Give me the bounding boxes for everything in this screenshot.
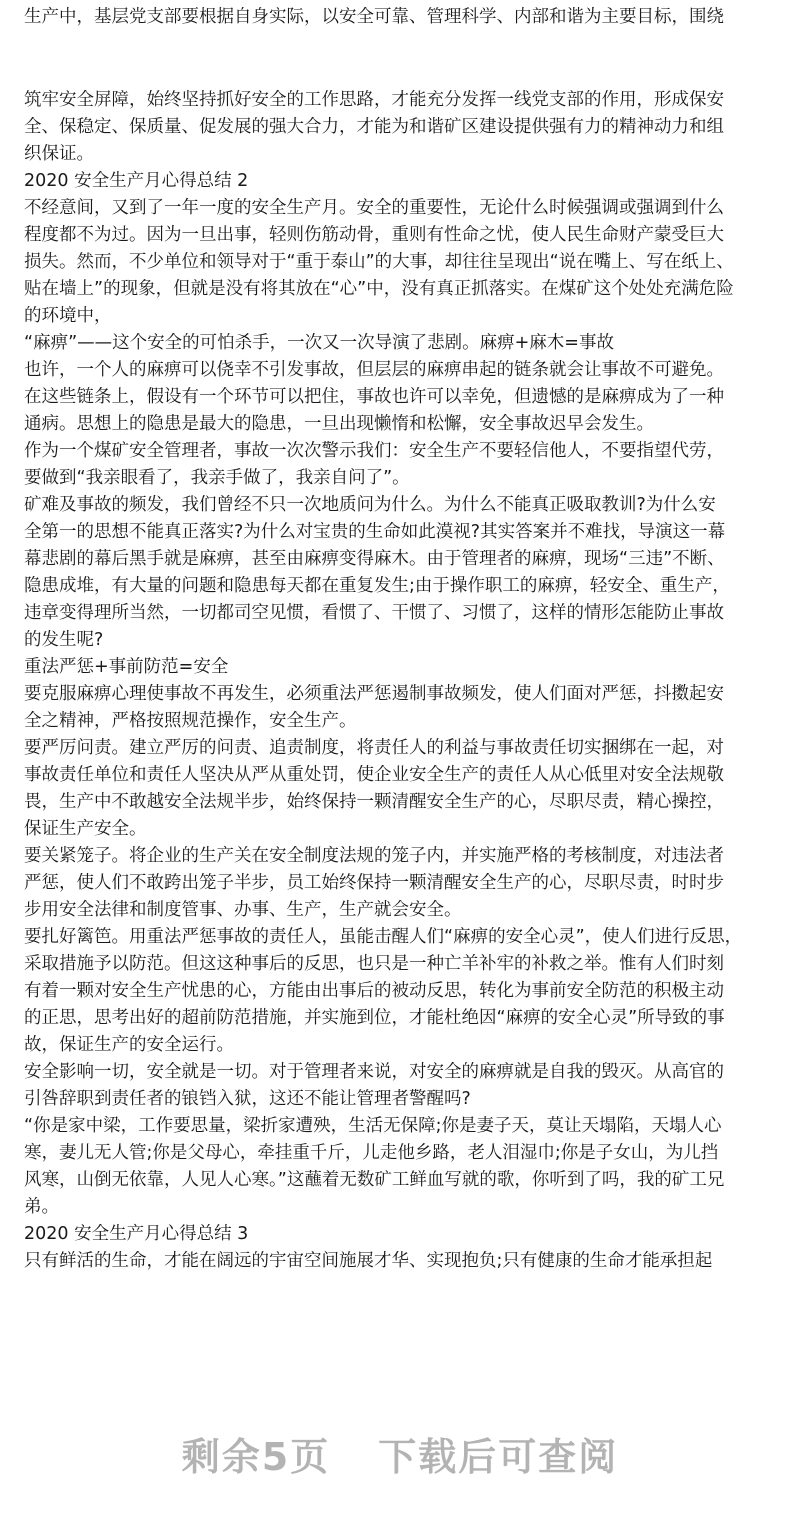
text-line: 织保证。 [24, 144, 94, 164]
text-line: 的发生呢? [24, 630, 104, 650]
document-body [24, 0, 780, 1275]
text-line: 要严厉问责。建立严厉的问责、追责制度，将责任人的利益与事故责任切实捆绑在一起，对 [24, 738, 724, 758]
text-line: 全之精神，严格按照规范操作，安全生产。 [24, 711, 357, 731]
text-line: 严惩，使人们不敢跨出笼子半步，员工始终保持一颗清醒安全生产的心，尽职尽责，时时步 [24, 873, 724, 893]
paragraph-gap [24, 31, 780, 87]
text-line: 步用安全法律和制度管事、办事、生产，生产就会安全。 [24, 900, 462, 920]
text-line: 损失。然而，不少单位和领导对于“重于泰山”的大事，却往往呈现出“说在嘴上、写在纸上、 [24, 252, 734, 272]
text-line: 要克服麻痹心理使事故不再发生，必须重法严惩遏制事故频发，使人们面对严惩，抖擞起安 [24, 684, 724, 704]
text-line: 全、保稳定、保质量、促发展的强大合力，才能为和谐矿区建设提供强有力的精神动力和组 [24, 117, 724, 137]
download-prompt-label[interactable]: 下载后可查阅 [378, 1434, 619, 1479]
text-line: 事故责任单位和责任人坚决从严从重处罚，使企业安全生产的责任人从心低里对安全法规敬 [24, 765, 724, 785]
footer-text[interactable] [182, 1426, 618, 1481]
text-line: 安全影响一切，安全就是一切。对于管理者来说，对安全的麻痹就是自我的毁灭。从高官的 [24, 1062, 724, 1082]
text-line: 只有鲜活的生命，才能在阔远的宇宙空间施展才华、实现抱负;只有健康的生命才能承担起 [24, 1251, 713, 1271]
text-line: 引咎辞职到责任者的锒铛入狱，这还不能让管理者警醒吗? [24, 1089, 471, 1109]
text-line: 弟。 [24, 1197, 59, 1217]
text-line: 隐患成堆，有大量的问题和隐患每天都在重复发生;由于操作职工的麻痹，轻安全、重生产， [24, 576, 730, 596]
text-line: 通病。思想上的隐患是最大的隐患，一旦出现懒惰和松懈，安全事故迟早会发生。 [24, 414, 654, 434]
text-line: 采取措施予以防范。但这这种事后的反思，也只是一种亡羊补牢的补救之举。惟有人们时刻 [24, 954, 724, 974]
text-line: 也许，一个人的麻痹可以侥幸不引发事故，但层层的麻痹串起的链条就会让事故不可避免。 [24, 360, 724, 380]
text-line: 故，保证生产的安全运行。 [24, 1035, 234, 1055]
text-line: 的环境中， [24, 306, 112, 326]
text-line: 要扎好篱笆。用重法严惩事故的责任人，虽能击醒人们“麻痹的安全心灵”，使人们进行反思， [24, 927, 743, 947]
text-line: 要做到“我亲眼看了，我亲手做了，我亲自问了”。 [24, 468, 410, 488]
text-line: 风寒，山倒无依靠，人见人心寒。”这蘸着无数矿工鲜血写就的歌，你听到了吗，我的矿工兄 [24, 1170, 725, 1190]
text-line: 幕悲剧的幕后黑手就是麻痹，甚至由麻痹变得麻木。由于管理者的麻痹，现场“三违”不断、 [24, 549, 725, 569]
text-line: 在这些链条上，假设有一个环节可以把住，事故也许可以幸免，但遗憾的是麻痹成为了一种 [24, 387, 724, 407]
text-line: 要关紧笼子。将企业的生产关在安全制度法规的笼子内，并实施严格的考核制度，对违法者 [24, 846, 724, 866]
text-line: 矿难及事故的频发，我们曾经不只一次地质问为什么。为什么不能真正吸取教训?为什么安 [24, 495, 716, 515]
text-line: 违章变得理所当然，一切都司空见惯，看惯了、干惯了、习惯了，这样的情形怎能防止事故 [24, 603, 724, 623]
text-line: 寒，妻儿无人管;你是父母心，牵挂重千斤，儿走他乡路，老人泪湿巾;你是子女山，为儿挡 [24, 1143, 719, 1163]
text-line: 保证生产安全。 [24, 819, 147, 839]
text-line: 全第一的思想不能真正落实?为什么对宝贵的生命如此漠视?其实答案并不难找，导演这一幕 [24, 522, 726, 542]
text-line: 畏，生产中不敢越安全法规半步，始终保持一颗清醒安全生产的心，尽职尽责，精心操控， [24, 792, 724, 812]
text-line: 2020 安全生产月心得总结 3 [24, 1224, 249, 1244]
text-line: 不经意间，又到了一年一度的安全生产月。安全的重要性，无论什么时候强调或强调到什么 [24, 198, 724, 218]
text-line: 作为一个煤矿安全管理者，事故一次次警示我们：安全生产不要轻信他人，不要指望代劳， [24, 441, 724, 461]
text-line: 2020 安全生产月心得总结 2 [24, 171, 249, 191]
remaining-pages-label[interactable]: 剩余5页 [181, 1434, 331, 1479]
remaining-pages-banner[interactable] [0, 1408, 800, 1498]
text-line: 贴在墙上”的现象，但就是没有将其放在“心”中，没有真正抓落实。在煤矿这个处处充满危险 [24, 279, 734, 299]
text-line: 程度都不为过。因为一旦出事，轻则伤筋动骨，重则有性命之忧，使人民生命财产蒙受巨大 [24, 225, 724, 245]
text-lines [24, 87, 780, 1275]
text-line: “你是家中梁，工作要思量，梁折家遭殃，生活无保障;你是妻子天，莫让天塌陷，天塌人心 [24, 1116, 722, 1136]
text-line: “麻痹”——这个安全的可怕杀手，一次又一次导演了悲剧。麻痹+麻木=事故 [24, 333, 614, 353]
text-line: 筑牢安全屏障，始终坚持抓好安全的工作思路，才能充分发挥一线党支部的作用，形成保安 [24, 90, 724, 110]
text-line: 的正思，思考出好的超前防范措施，并实施到位，才能杜绝因“麻痹的安全心灵”所导致的事 [24, 1008, 725, 1028]
text-line: 重法严惩+事前防范=安全 [24, 657, 229, 677]
text-line: 有着一颗对安全生产忧患的心，方能由出事后的被动反思，转化为事前安全防范的积极主动 [24, 981, 724, 1001]
text-line: 生产中，基层党支部要根据自身实际，以安全可靠、管理科学、内部和谐为主要目标，围绕 [24, 7, 724, 27]
